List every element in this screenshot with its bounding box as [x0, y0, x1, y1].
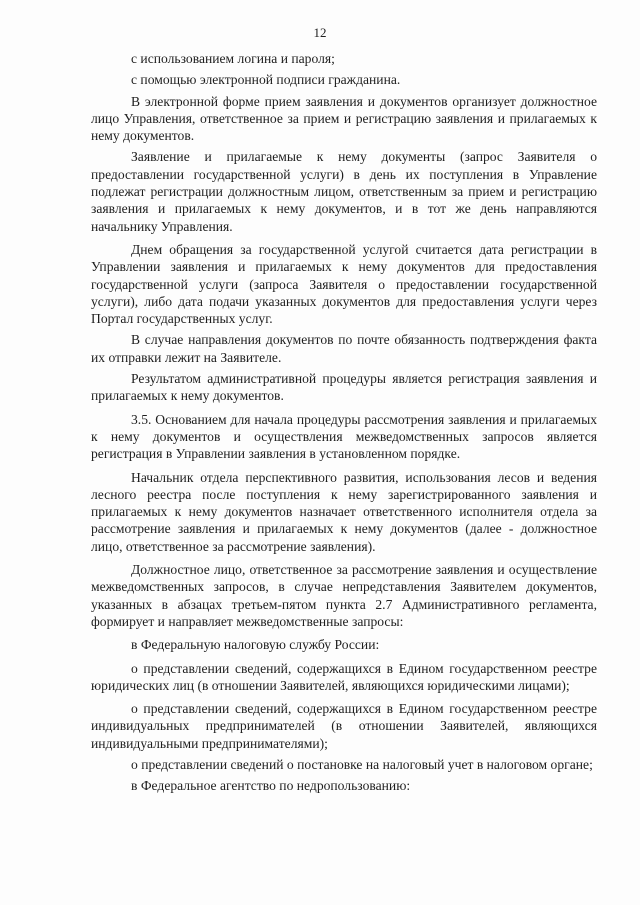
paragraph-login: с использованием логина и пароля; [131, 51, 335, 66]
page-number: 12 [313, 25, 327, 40]
paragraph-responsible-person: Должностное лицо, ответственное за рассмотрение заявления и осуществление межведомственных запросов, в случае непредставления Заявителем документов, указанных в абзацах третьем-пятом пункта 2.7 Административного регламента, формирует и направляет межведомственные запросы: [91, 562, 597, 629]
paragraph-date-of-request: Днем обращения за государственной услугой считается дата регистрации в Управлении заявления и прилагаемых к нему документов для предоставления государственной услуги (запроса Заявителя о предоставлении государственной услуги), либо дата подачи указанных документов для предоставления услуги через Портал государственных услуг. [91, 241, 597, 327]
paragraph-tax-service: в Федеральную налоговую службу России: [131, 637, 380, 653]
paragraph-result: Результатом административной процедуры является регистрация заявления и прилагаемых к нему документов. [91, 371, 597, 404]
paragraph-mail: В случае направления документов по почте обязанность подтверждения факта их отправки лежит на Заявителе. [91, 332, 597, 365]
paragraph-tax-registration: о представлении сведений о постановке на налоговый учет в налоговом органе; [131, 756, 593, 772]
paragraph-section-3-5: 3.5. Основанием для начала процедуры рассмотрения заявления и прилагаемых к нему документов и осуществления межведомственных запросов является регистрация в Управлении заявления в установленном порядке. [91, 411, 597, 462]
paragraph-signature: с помощью электронной подписи гражданина. [131, 72, 401, 88]
paragraph-subsoil-agency: в Федеральное агентство по недропользованию: [131, 778, 411, 794]
paragraph-registration: Заявление и прилагаемые к нему документы (запрос Заявителя о предоставлении государственной услуги) в день их поступления в Управление подлежат регистрации должностным лицом, ответственным за прием и регистрацию заявления и прилагаемых к нему документов, и в тот же день направляются начальнику Управления. [91, 149, 597, 234]
document-body [91, 50, 597, 795]
paragraph-entrepreneurs: о представлении сведений, содержащихся в Едином государственном реестре индивидуальных предпринимателей (в отношении Заявителей, являющихся индивидуальными предпринимателями); [91, 701, 597, 751]
paragraph-legal-entities: о представлении сведений, содержащихся в Едином государственном реестре юридических лиц (в отношении Заявителей, являющихся юридическими лицами); [91, 660, 597, 693]
paragraph-department-head: Начальник отдела перспективного развития, использования лесов и ведения лесного реестра после поступления к нему зарегистрированного заявления и прилагаемых к нему документов назначает ответственного исполнителя отдела за рассмотрение заявления и прилагаемых к нему документов (далее - должностное лицо, ответственное за рассмотрение заявления). [91, 469, 597, 554]
paragraph-electronic-form: В электронной форме прием заявления и документов организует должностное лицо Управления, ответственное за прием и регистрацию заявления и прилагаемых к нему документов. [91, 93, 597, 144]
